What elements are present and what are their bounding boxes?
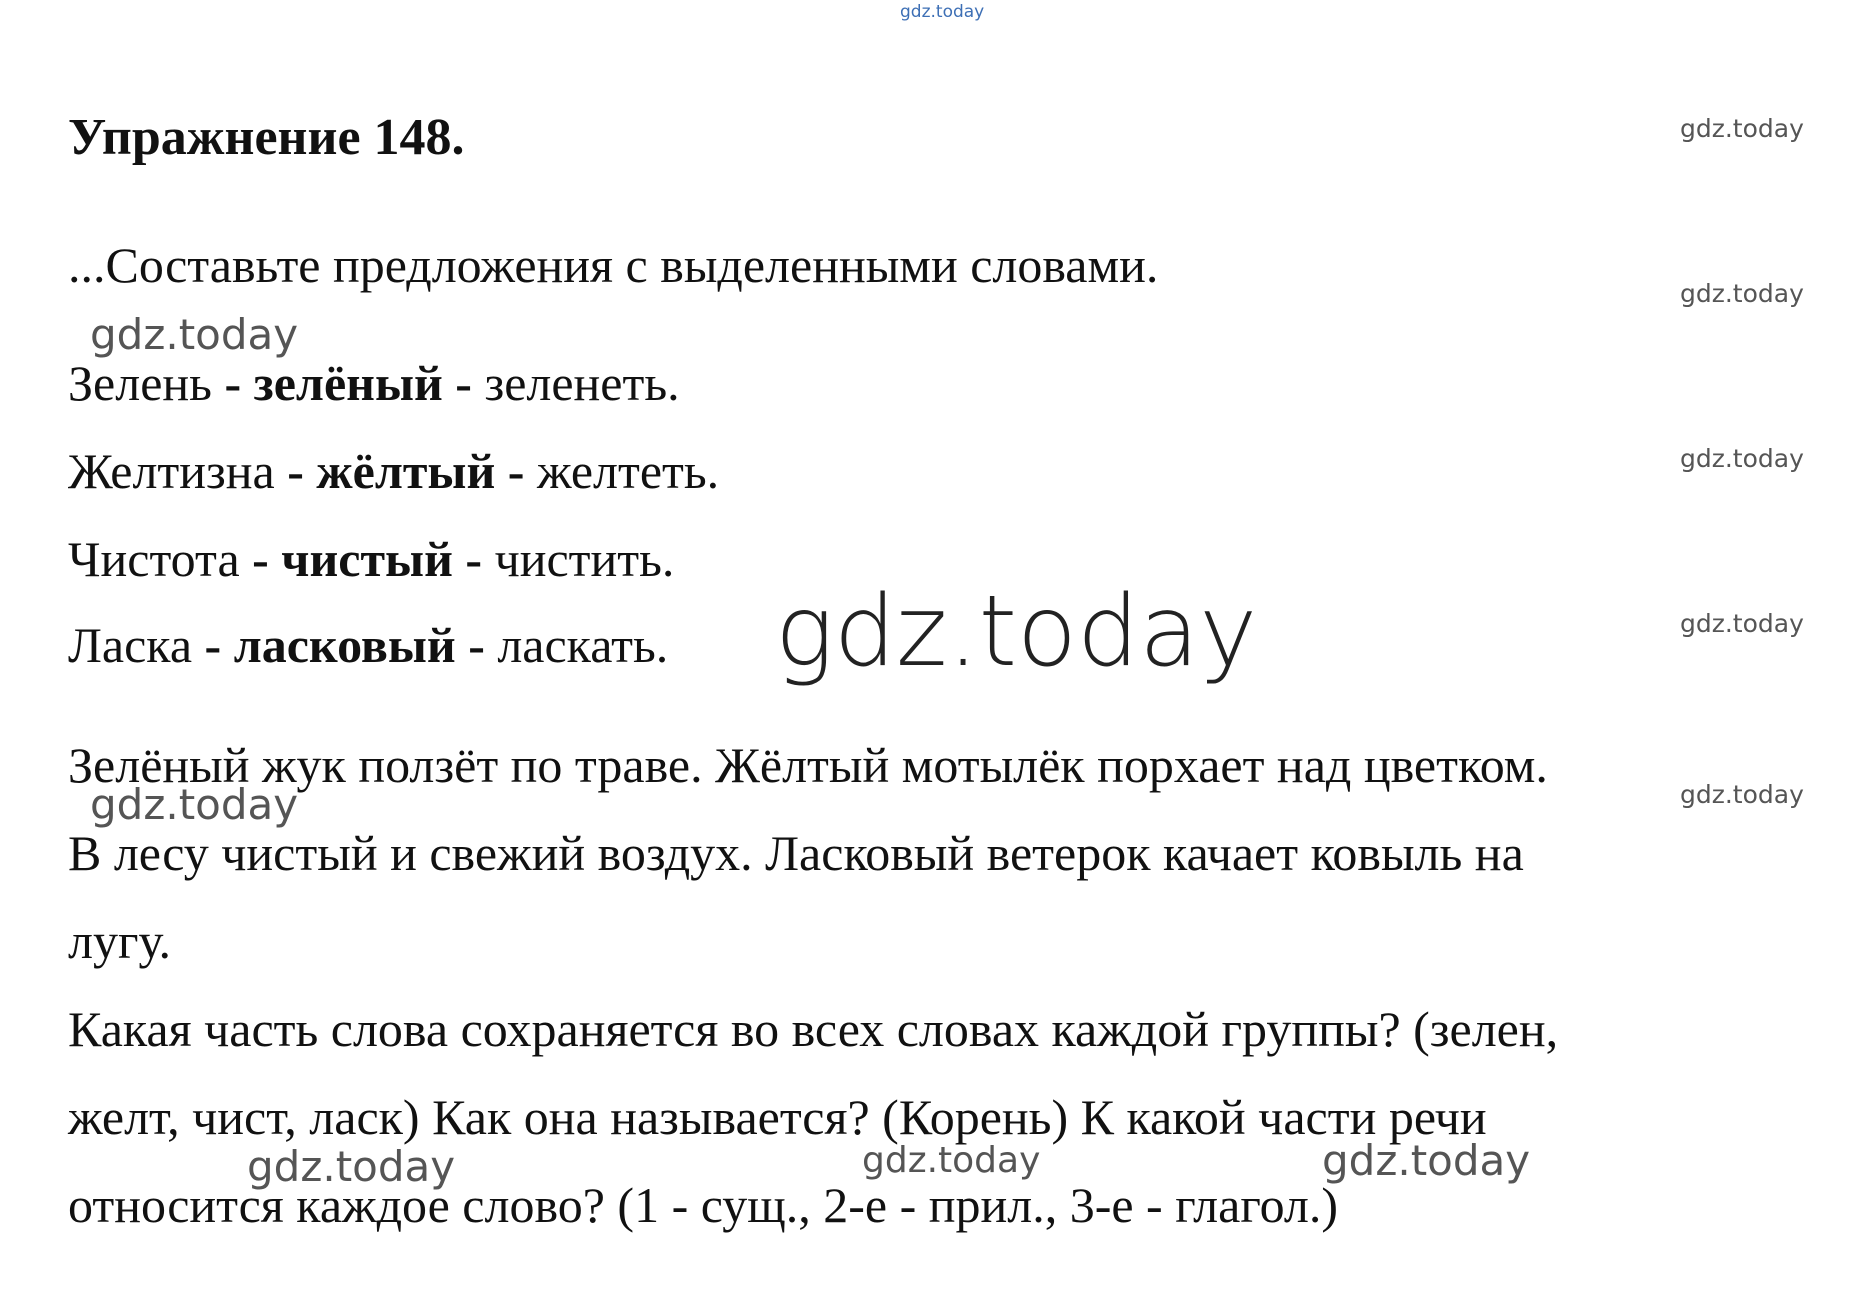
- watermark-right-1: gdz.today: [1680, 114, 1804, 143]
- word-verb: желтеть.: [536, 443, 720, 499]
- question-line-2: желт, чист, ласк) Как она называется? (Корень) К какой части речи: [68, 1089, 1487, 1145]
- exercise-title: Упражнение 148.: [68, 109, 465, 166]
- watermark-large: gdz.today: [775, 575, 1258, 689]
- watermark-right-3: gdz.today: [1680, 444, 1804, 473]
- separator: -: [224, 355, 242, 411]
- separator: -: [252, 531, 269, 587]
- separator: -: [455, 355, 472, 411]
- word-noun: Ласка: [68, 617, 193, 673]
- watermark-mid-3: gdz.today: [247, 1142, 456, 1191]
- separator: -: [287, 443, 304, 499]
- watermark-mid-2: gdz.today: [90, 780, 299, 829]
- separator: -: [468, 617, 485, 673]
- sentence-line-1: Зелёный жук ползёт по траве. Жёлтый мотылёк порхает над цветком.: [68, 737, 1548, 793]
- sentence-line-2: В лесу чистый и свежий воздух. Ласковый ветерок качает ковыль на: [68, 825, 1524, 881]
- watermark-right-4: gdz.today: [1680, 609, 1804, 638]
- separator: -: [465, 531, 483, 587]
- question-line-1: Какая часть слова сохраняется во всех словах каждой группы? (зелен,: [68, 1001, 1559, 1057]
- sentence-line-3: лугу.: [68, 913, 171, 969]
- top-watermark: gdz.today: [900, 2, 985, 22]
- word-group-1: [68, 355, 680, 411]
- word-verb: чистить.: [494, 531, 675, 587]
- separator: -: [507, 443, 525, 499]
- word-verb: зеленеть.: [484, 355, 680, 411]
- word-verb: ласкать.: [497, 617, 669, 673]
- separator: -: [204, 617, 222, 673]
- word-group-2: [68, 443, 720, 499]
- watermark-mid-1: gdz.today: [90, 310, 299, 359]
- watermark-mid-4: gdz.today: [862, 1140, 1041, 1181]
- word-adjective: жёлтый: [316, 443, 496, 499]
- watermark-right-5: gdz.today: [1680, 780, 1804, 809]
- word-adjective: чистый: [281, 531, 453, 587]
- watermark-right-2: gdz.today: [1680, 279, 1804, 308]
- word-noun: Зелень: [68, 355, 212, 411]
- word-group-4: [68, 617, 669, 673]
- question-line-3: относится каждое слово? (1 - сущ., 2-е - прил., 3-е - глагол.): [68, 1177, 1339, 1233]
- word-noun: Желтизна: [68, 443, 275, 499]
- word-adjective: зелёный: [253, 355, 443, 411]
- word-group-3: [68, 531, 675, 587]
- word-adjective: ласковый: [233, 617, 456, 673]
- watermark-mid-5: gdz.today: [1322, 1136, 1531, 1185]
- word-noun: Чистота: [68, 531, 240, 587]
- exercise-task: ...Составьте предложения с выделенными словами.: [68, 237, 1159, 293]
